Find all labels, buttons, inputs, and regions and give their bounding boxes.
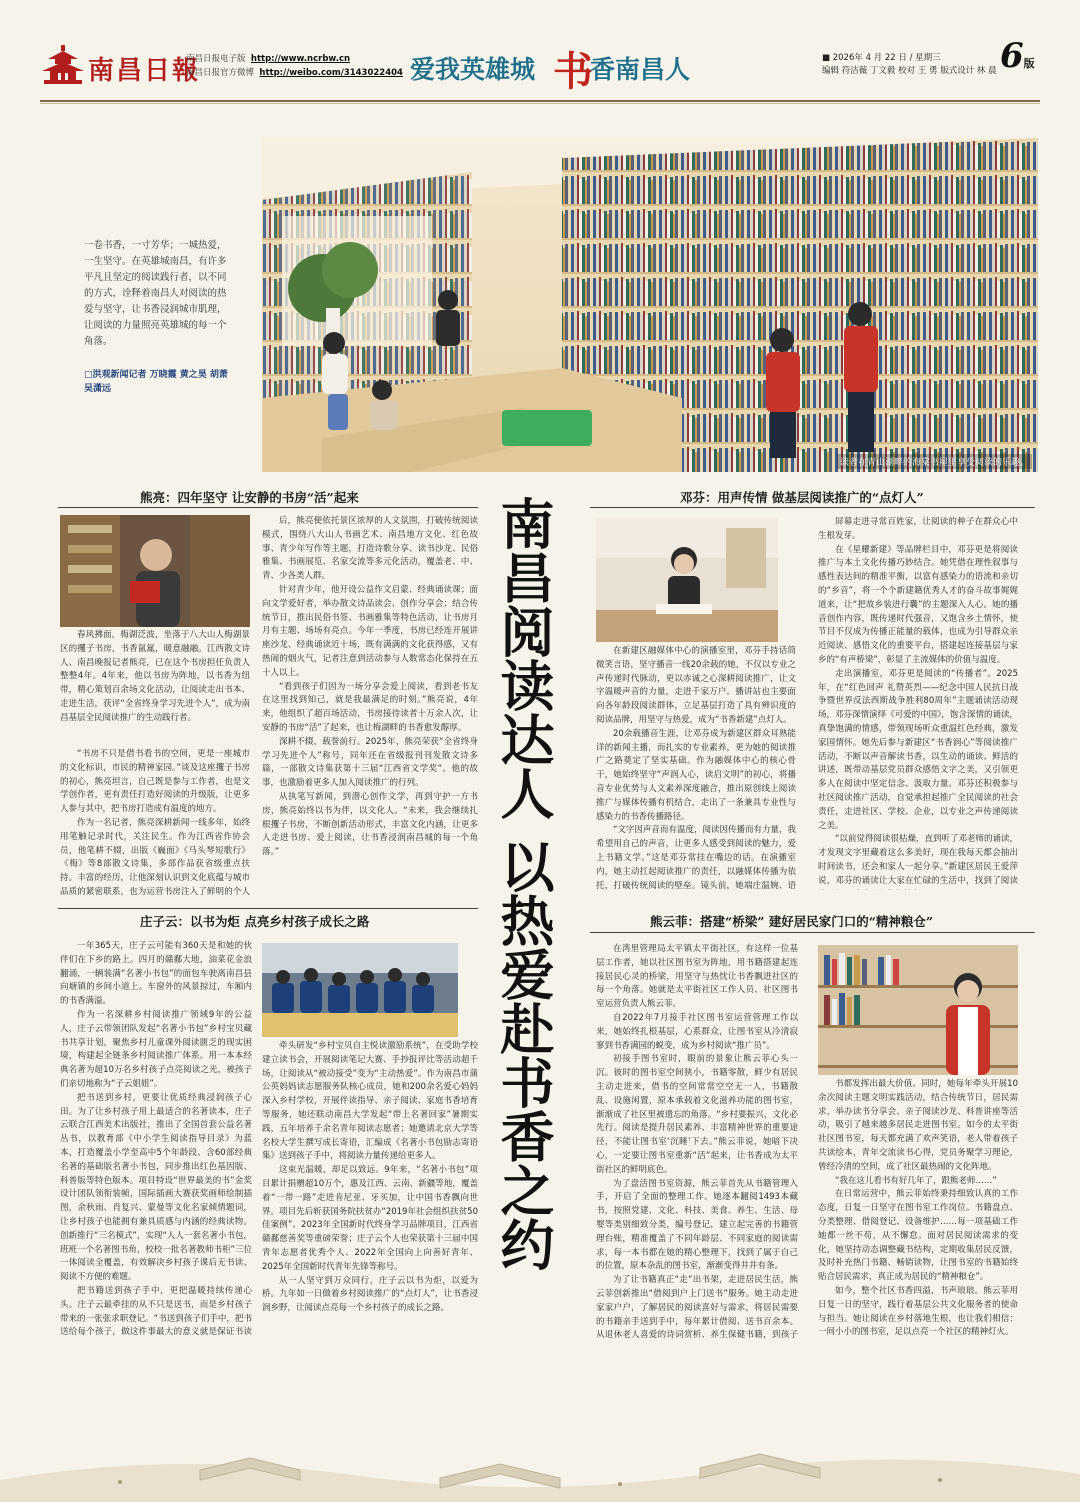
newspaper-name: 南昌日報 [88, 56, 201, 86]
slogan-right: 香南昌人 [590, 55, 691, 84]
hero-photo [262, 138, 1038, 472]
bottom-book-decoration [0, 1410, 1080, 1502]
masthead-logo [40, 38, 201, 92]
photo-xiongyunfei [818, 945, 1018, 1075]
photo-caption-xiongliang: 春风拂面，梅湖泛波，坐落于八大山人梅湖景区的攫子书房，书香氤氲，暖意融融。江西散文诗人、南昌晚报记者熊亮，已在这个书房担任负责人整整4年。4年来，他以书房为阵地，以书香为纽带，精心策划百余场文化活动，让阅读走出书本、走进生活，获评“全省终身学习先进个人”，成为南昌基层全民阅读推广的生动践行者。 [60, 630, 250, 723]
lead-paragraph: 一卷书香，一寸芳华；一城热爱，一生坚守。在英雄城南昌，有许多平凡且坚定的阅读践行者，以不同的方式，诠释着南昌人对阅读的热爱与坚守，让书香浸润城市肌理，让阅读的力量照亮英雄城的每一个角落。 [84, 240, 227, 347]
title-rule [58, 507, 478, 508]
article-title-dengfen: 邓芬：用声传情 做基层阅读推广的“点灯人” [680, 490, 924, 505]
article-body-zhuangziyun-col2: 牵头研发“乡村宝贝自主悦读激励系统”，在受助学校建立读书会，开展阅读笔记大赛、手抄报评比等活动超千场，让阅读从“被动接受”变为“主动热爱”。作为南昌市蒲公英妈妈读志愿服务队核心成员，她和200余名爱心妈妈深入乡村学校，开展伴读指导、亲子阅读、家庭书香培育等服务，她还联动南昌大学发起“带上名著回家”暑期实践，五年培养千余名青年阅读志愿者；她邀请北京大学等名校大学生撰写成长寄语，汇编成《名著小书包励志寄语集》送到孩子手中，将阅读力量传递给更多人。 这束光温暖，却足以致远。9年来，“名著小书包”项目累计捐赠超10万个，惠及江西、云南、新疆等地，覆盖着“一带一路”走进肯尼亚、牙买加，让中国书香飘向世界。项目先后斩获国务院扶贫办“2019年社会组织扶贫50佳案例”、2023年全国新时代终身学习品牌项目，江西省赣鄱慈善奖等重磅荣誉；庄子云个人也荣获第十三届中国青年志愿者优秀个人、2022年全国向上向善好青年、2025年全国新时代青年先锋等称号。 从一人坚守到万众同行，庄子云以书为炬，以爱为桥。九年如一日做着乡村阅读推广的“点灯人”，让书香浸润乡野，让阅读点亮每一个乡村孩子的成长之路。 [262, 1041, 478, 1314]
site-label-1: 南昌日报电子版 [186, 54, 246, 64]
hero-caption: 读者在青山湖畔的海棠书屋里享受阅读的乐趣。 [837, 454, 1032, 469]
slogan-left: 爱我英雄城 [410, 55, 536, 84]
slogan-brush-char: 书 [553, 48, 593, 95]
issue-date: ■ 2026年 4 月 22 日 / 星期三 [822, 53, 941, 63]
article-body-xiongyunfei-col2: 书都发挥出最大价值。同时，她每年牵头开展10余次阅读主题文明实践活动，结合传统节日，居民需求，举办读书分享会、亲子阅读沙龙、科普讲座等活动，吸引了越来越多居民走进图书室。如今的太平街社区图书室，每天都充满了欢声笑语，老人带着孩子共读绘本，青年交流读书心得，党员务聚学习理论，曾经冷清的空间，成了社区最热闹的文化阵地。 “我在这儿看书有好几年了，跟熊老师……” 在日常运营中，熊云菲始终秉持细致认真的工作态度，日复一日坚守在图书室工作岗位。书籍盘点、分类整理、借阅登记、设备维护……每一项基础工作她都一丝不苟，从不懈怠。面对居民阅读需求的变化，她坚持动态调整藏书结构，定期收集居民反馈，及时补充热门书籍、畅销读物，让图书室的书籍始终贴合居民需求，真正成为居民的“精神粮仓”。 如今，整个社区书香四溢，书声琅琅。熊云菲用日复一日的坚守，践行着基层公共文化服务者的使命与担当。她让阅读在乡村落地生根，也让我们相信：一间小小的图书室，足以点亮一个社区的精神灯火。 [818, 1079, 1018, 1338]
photo-xiongliang [60, 515, 250, 627]
article-title-xiongyunfei: 熊云菲：搭建“桥梁” 建好居民家门口的“精神粮仓” [650, 914, 934, 929]
masthead-rule-thin [40, 103, 1040, 104]
bookstore-illustration [262, 138, 1038, 472]
article-body-dengfen-col2: 屏幕走进寻常百姓家，让阅读的种子在群众心中生根发芽。 在《星耀新建》等品牌栏目中，邓芬更是将阅读推广与本土文化传播巧妙结合。她凭借在理性叙事与感性表达间的精准平衡，以富有感染力的语流和亲切的“乡音”，将一个个新建籍优秀人才的奋斗故事娓娓道来，让“把故乡装进行囊”的主题深入人心。她的播音创作内容，既传递时代强音，又饱含乡土情怀，使节目不仅成为传播正能量的载体，也成为引导群众亲近阅读、感悟文化的重要平台，搭建起连接基层与家乡的“有声桥梁”，彰显了主流媒体的价值与温度。 走出演播室，邓芬更是阅读的“传播者”。2025年，在“红色回声 礼赞英烈——纪念中国人民抗日战争暨世界反法西斯战争胜利80周年”主题诵读活动现场，邓芬深情演绎《可爱的中国》，饱含深情的诵读，真挚饱满的情感，带领现场听众重温红色经典，激发家国情怀。她先后参与新建区“书香润心”等阅读推广活动，不断以声音解读书香，以生动的诵读、鲜活的讲述，既带动基层党员群众感悟文字之美，又引领更多人在阅读中坚定信念、汲取力量。邓芬还积极参与社区阅读推广活动，自觉承担起推广全民阅读的社会责任，走进社区、学校、企业，以专业之声传递阅读之美。 “以前觉得阅读很枯燥，直到听了邓老师的诵读，才发现文字里藏着这么多美好，现在我每天都会抽出时间读书，还会和家人一起分享。”新建区居民王爱萍说，邓芬的诵读让大家在忙碌的生活中，找到了阅读 [818, 517, 1018, 886]
site-url-2[interactable]: http://weibo.com/3143022404 [259, 68, 403, 78]
main-headline: 南昌阅读达人 以热爱赴书香之约 [492, 496, 556, 1271]
masthead-rule [40, 100, 1040, 102]
article-body-dengfen-col1: 在新建区融媒体中心的演播室里，邓芬手持话筒微笑言语，坚守播音一线20余载的她，不仅以专业之声传递时代脉动，更以赤诚之心深耕阅读推广，让文字温暖声音的力量，走进千家万户。播讲站也主要面向各年龄段阅读群体，立足基层打造了具有辨识度的阅读品牌，用坚守与热爱，成为“书香新建”点灯人。 20余载播音生涯，让邓芬成为新建区群众耳熟能详的新闻主播，而扎实的专业素养，更为她的阅读推广之路奠定了坚实基础。作为融媒体中心的核心骨干，她始终坚守“声润人心，读启文明”的初心，将播音专业优势与人文素养深度融合，推出原创线上阅读推广与媒体传播有机结合，走出了一条兼具专业性与感染力的书香传播路径。 “文字因声音而有温度，阅读因传播而有力量，我希望用自己的声音，让更多人感受到阅读的魅力，爱上书籍文学。”这是邓芬常挂在嘴边的话。在演播室内，她主动扛起阅读推广的责任，以融媒体传播为依托，打破传统阅读的壁垒。镜头前，她端庄温婉、语 [596, 646, 796, 890]
article-body-zhuangziyun-col1: 一年365天，庄子云可能有360天是和她的伙伴们在下乡的路上。四月的赣鄱大地，油菜花金浪翻涌，一辆装满“名著小书包”的面包车驶离南昌县向塘镇的乡间小道上。车窗外的风景掠过，车厢内的书香满溢。 作为一名深耕乡村阅读推广领域9年的公益人，庄子云带领团队发起“名著小书包”乡村宝贝藏书共享计划，聚焦乡村儿童课外阅读匮乏的现实困境，构建起全链条乡村阅读推广体系。用一本本经典名著为超10万名乡村孩子点亮阅读之光，被孩子们亲切地称为“子云姐姐”。 把书送到乡村，更要让优质经典浸润孩子心田。为了让乡村孩子用上最适合的名著读本，庄子云联合江西美术出版社，推出了全国首套公益名著丛书，以教育部《中小学生阅读指导目录》为蓝本，打造覆盖小学至高中5个年龄段、含60部经典名著的基础版名著小书包，同步推出红色基因版、科普版等特色版本。项目特设“世界最美的书”金奖设计团队领衔装帧，国际插画大赛获奖画师绘制插图，余秋雨、肖复兴、蒙曼等文化名家倾情题词，让乡村孩子也能拥有兼具质感与内涵的经典读物。创新推行“三名模式”，实现“人人一套名著小书包，班班一个名著图书角，校校一批名著教师书柜”三位一体阅读全覆盖，有效解决乡村孩子课后无书读、阅读不方便的难题。 把书籍送到孩子手中，更把温暖持续传递心头。庄子云最牵挂的从不只是送书，而是乡村孩子带来的一张张求职登记。“书送到孩子们手中，把书送给每个孩子，做这件事最大的意义就是保证书读 [60, 941, 252, 1338]
page-number: 6版 [1000, 36, 1035, 76]
site-info [186, 52, 403, 80]
title-rule [58, 908, 478, 909]
photo-dengfen [596, 518, 778, 642]
column-slogan [410, 40, 710, 98]
editors-line: 编辑 符洁薇 丁文毅 校对 王 勇 版式设计 林 晨 [822, 66, 997, 76]
article-body-xiongliang-col1: “书房不只是借书看书的空间，更是一座城市的文化标识，市民的精神家园。”谈及这座攫子书房的初心，熊亮坦言，自己既是参与工作者，也是文学创作者，更有责任打造好阅读的升级版，让更多人参与其中，把书房打造成有温度的地方。 作为一名记者，熊亮深耕新闻一线多年，始终用笔触记录时代，关注民生。作为江西省作协会员，他笔耕不辍，出版《巍面》《马头琴短歌行》《梅》等8部散文诗集，多部作品获省级重点扶持。丰富的经历，让他深刻认识到文化底蕴与城市品质的紧密联系，也为运营书房注入了鲜明的个人 [60, 749, 250, 897]
article-title-xiongliang: 熊亮：四年坚守 让安静的书房“活”起来 [140, 490, 359, 505]
byline: □洪观新闻记者 万晓霞 黄之昊 胡萧 吴潇远 [84, 370, 228, 394]
article-title-zhuangziyun: 庄子云：以书为炬 点亮乡村孩子成长之路 [140, 914, 370, 929]
title-rule [590, 932, 1035, 933]
dateline [822, 52, 997, 78]
site-label-2: 南昌日报官方微博 [186, 68, 255, 78]
site-url-1[interactable]: http://www.ncrbw.cn [250, 54, 351, 64]
article-body-xiongyunfei-col1: 在湾里管理局太平镇太平街社区，有这样一位基层工作者，她以社区图书室为阵地，用书籍搭建起连接居民心灵的桥梁，用坚守与热忱让书香飘进社区的每一个角落。她就是太平街社区工作人员、社区图书室运营负责人熊云菲。 自2022年7月接手社区图书室运营管理工作以来，她始终扎根基层，心系群众，让图书室从冷清寂寥到书香满园的蜕变，成为乡村阅读“推广员”。 初接手图书室时，眼前的景象让熊云菲心头一沉。彼时的图书室空间狭小，书籍零散，鲜少有居民主动走进来，借书的空间常常空空无一人，书籍散乱、设施闲置，原本承载着文化滋养功能的图书室，渐渐成了社区里被遗忘的角落。“乡村要振兴，文化必先行。阅读是提升居民素养、丰富精神世界的重要途径，不能让图书室‘沉睡’下去。”熊云菲说，她暗下决心，一定要让图书室重新“活”起来，让书香成为太平街社区的鲜明底色。 为了盘活图书室资源，熊云菲首先从书籍管理入手，开启了全面的整理工作。她逐本翻阅1493本藏书，按照党建、文化、科技、美食、养生、生活、母婴等类别细致分类，编号登记，建立起完善的书籍管理台账，精准覆盖了不同年龄层、不同家庭的阅读需求，每一本书都在她的精心整理下，找到了属于自己的位置，原本杂乱的图书室，渐渐变得井井有条。 为了让书籍真正“走”出书架，走进居民生活，熊云菲创新推出“借阅到户上门送书”服务。她主动走进家家户户，了解居民的阅读喜好与需求，将居民需要的书籍亲手送到手中，每年累计借阅、送书百余本。从退休老人喜爱的诗词赏析、养生保健书籍，到孩子 [596, 944, 798, 1341]
pagoda-icon [40, 44, 86, 86]
photo-zhuangziyun [262, 943, 458, 1037]
article-body-xiongliang-col2: 后，熊亮便依托景区浓厚的人文氛围，打破传统阅读模式，围绕八大山人书画艺术、南昌地方文化、红色故事、青少年写作等主题，打造诗歌分享、读书沙龙、民俗雅集、书画展览、名家交流等多元化活动，覆盖老、中、青、少各类人群。 针对青少年，他开设公益作文启蒙、经典诵读课；面向文学爱好者，举办散文诗品读会、创作分享会；结合传统节日，推出民俗书签、书画雅集等特色活动，让书房月月有主题、场场有亮点。今年一季度，书房已经连开展讲座沙龙、经典诵读近十场，既有满满的文化获得感，又有热闹的烟火气，记者注意到活动参与人数常态化保持在五十人以上。 “看到孩子们因为一场分享会爱上阅读，看到老书友在这里找到知己，就是我最满足的时刻。”熊亮说，4年来，他组织了超百场活动，书房接待读者十万余人次，让安静的书房“活”了起来，也让梅湖畔的书香愈发醇厚。 深耕不辍，载誉前行。2025年，熊亮荣获“全省终身学习先进个人”称号，同年还在省级报刊刊发散文诗多篇，一部散文诗集获第十三届“江西省文学奖”。他的故事，也激励着更多人加入阅读推广的行列。 从执笔写新闻，到潜心创作文学，再到守护一方书房，熊亮始终以书为伴，以文化人。“未来，我会继续扎根攫子书房，不断创新活动形式，丰富文化内涵，让更多人走进书房、爱上阅读，让书香浸润南昌城的每一个角落。” [262, 516, 478, 858]
title-rule [590, 507, 1035, 508]
